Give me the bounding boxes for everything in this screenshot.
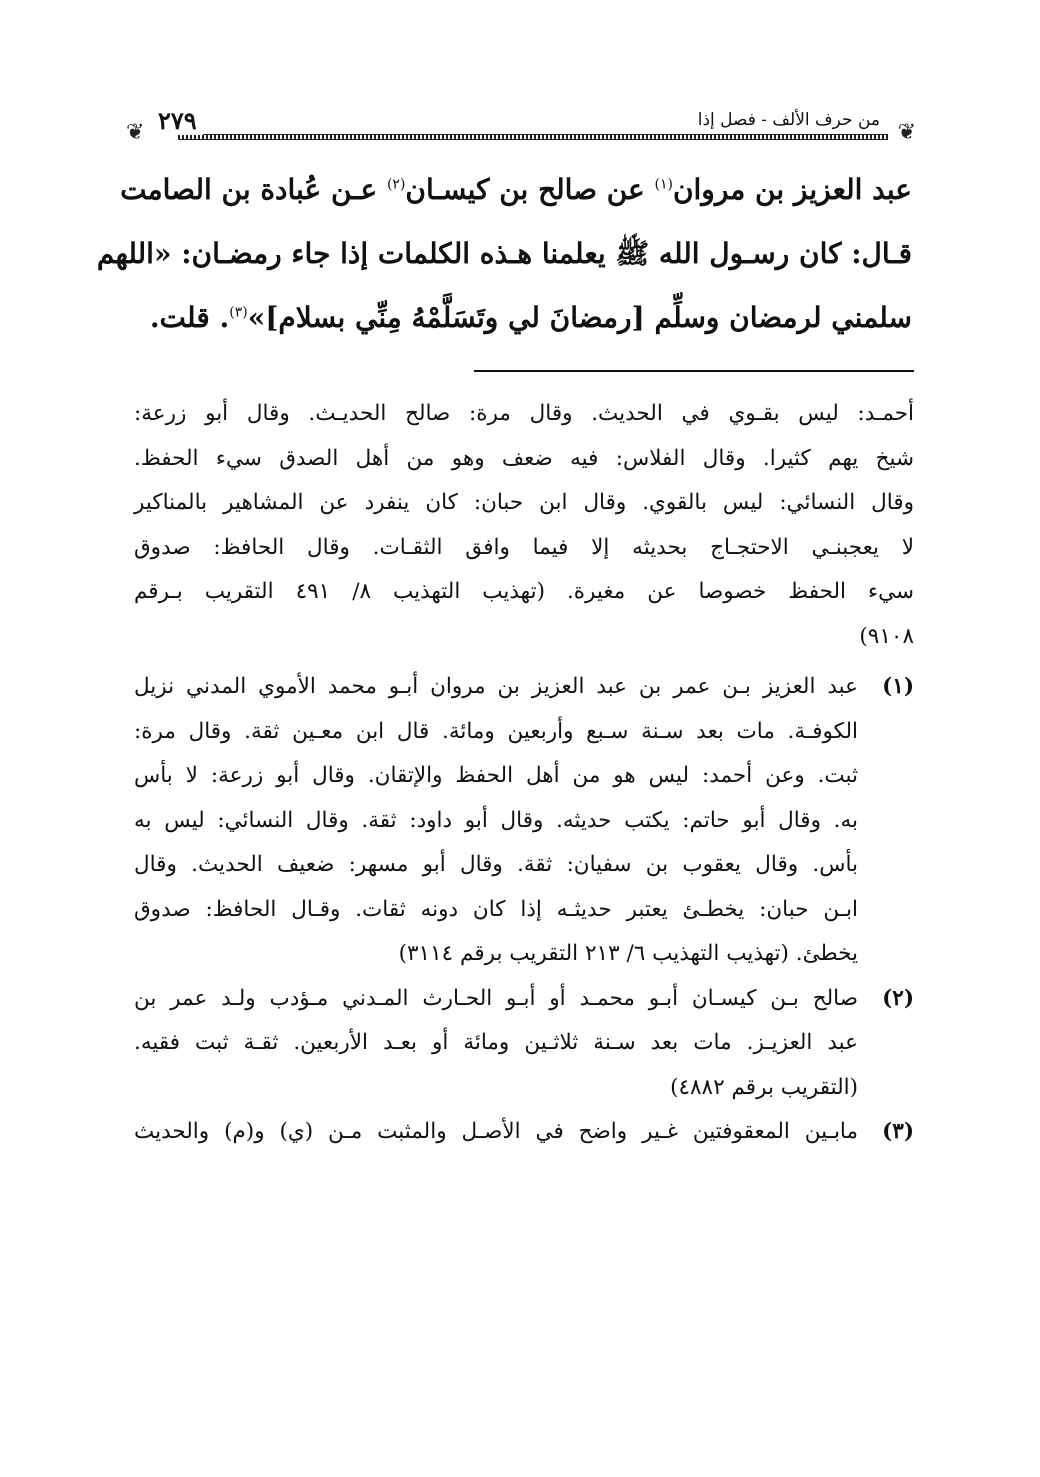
- footnote-line: يخطئ. (تهذيب التهذيب ٦/ ٢١٣ التقريب برقم ٣١١٤): [398, 941, 858, 966]
- footnote-line: سيء الحفظ خصوصا عن مغيرة. (تهذيب التهذيب ٨/ ٤٩١ التقريب بـرقم: [134, 579, 915, 604]
- footnote-line: شيخ يهم كثيرا. وقال الفلاس: فيه ضعف وهو من أهل الصدق سيء الحفظ.: [134, 445, 914, 471]
- footnote-3: [134, 1110, 914, 1155]
- footnote-line: لا يعجبنـي الاحتجـاج بحديثه إلا فيما وافق الثقـات. وقال الحافظ: صدوق: [134, 534, 914, 560]
- footnote-number: (١): [882, 674, 914, 699]
- main-text-segment: . قلت.: [149, 301, 230, 334]
- header-ornamental-rule: [178, 134, 888, 140]
- main-line-3: [132, 286, 912, 350]
- footnote-line: وقال النسائي: ليس بالقوي. وقال ابن حبان: كان ينفرد عن المشاهير بالمناكير: [134, 490, 914, 515]
- footnote-line: مابـين المعقوفتين غـير واضح في الأصـل والمثبت مـن (ي) و(م) والحديث: [134, 1119, 858, 1144]
- footnote-number: (٣): [882, 1119, 914, 1144]
- header-ornament-left-icon: ❦: [126, 120, 145, 145]
- page-number: ٢٧٩: [152, 106, 203, 135]
- footnote-ref-1[interactable]: (١): [654, 176, 673, 193]
- main-line-2: قـال: كان رسـول الله ﷺ يعلمنا هـذه الكلمات إذا جاء رمضـان: «اللهم: [96, 237, 912, 270]
- running-header: [126, 104, 916, 144]
- footnote-line: عبد العزيز بـن عمر بن عبد العزيز بن مروان أبـو محمد الأموي المدني نزيل: [134, 674, 858, 699]
- footnote-body: [134, 977, 858, 1111]
- footnote-separator: [474, 370, 914, 372]
- footnote-line: ٩١٠٨): [859, 623, 914, 649]
- main-text: [96, 158, 912, 350]
- footnote-line: (التقريب برقم ٤٨٨٢): [670, 1074, 858, 1100]
- footnote-line: عبد العزيـز. مات بعد سـنة ثلاثـين ومائة أو بعـد الأربعين. ثقـة ثبت فقيه.: [134, 1030, 858, 1055]
- main-text-segment: عن صالح بن كيسـان: [405, 173, 645, 206]
- main-text-segment: عـن عُبادة بن الصامت: [120, 173, 378, 206]
- footnote-line: ابـن حبان: يخطـئ يعتبر حديثـه إذا كان دونه ثقات. وقـال الحافظ: صدوق: [134, 896, 858, 922]
- footnote-ref-2[interactable]: (٢): [386, 176, 406, 193]
- footnote-number: (٢): [882, 985, 914, 1011]
- footnotes: [134, 392, 914, 1155]
- footnote-line: بأس. وقال يعقوب بن سفيان: ثقة. وقال أبو مسهر: ضعيف الحديث. وقال: [134, 852, 858, 877]
- footnote-ref-3[interactable]: (٣): [229, 304, 248, 321]
- footnote-line: صالح بـن كيسـان أبـو محمـد أو أبـو الحـارث المـدني مـؤدب ولـد عمر بن: [134, 985, 858, 1011]
- footnote-continued: [134, 392, 914, 659]
- footnote-line: الكوفـة. مات بعد سـنة سـبع وأربعين ومائة. قال ابن معـين ثقة. وقال مرة:: [134, 718, 858, 744]
- footnote-line: به. وقال أبو حاتم: يكتب حديثه. وقال أبو داود: ثقة. وقال النسائي: ليس به: [134, 807, 858, 833]
- main-text-segment: سلمني لرمضان وسلِّم [رمضانَ لي وتَسَلَّمْهُ مِنِّي بسلام]»: [247, 301, 912, 334]
- footnote-2: [134, 977, 914, 1111]
- footnote-line: ثبت. وعن أحمد: ليس هو من أهل الحفظ والإتقان. وقال أبو زرعة: لا بأس: [134, 763, 858, 788]
- footnote-body: [134, 665, 858, 977]
- footnote-line: أحمـد: ليس بقـوي في الحديث. وقال مرة: صالح الحديـث. وقال أبو زرعة:: [134, 401, 914, 426]
- footnote-1: [134, 665, 914, 977]
- chapter-title: من حرف الألف - فصل إذا: [692, 110, 886, 130]
- footnote-body: [134, 1110, 858, 1155]
- main-text-segment: عبد العزيز بن مروان: [672, 173, 912, 206]
- header-ornament-right-icon: ❦: [897, 120, 916, 145]
- main-line-1: [120, 158, 912, 222]
